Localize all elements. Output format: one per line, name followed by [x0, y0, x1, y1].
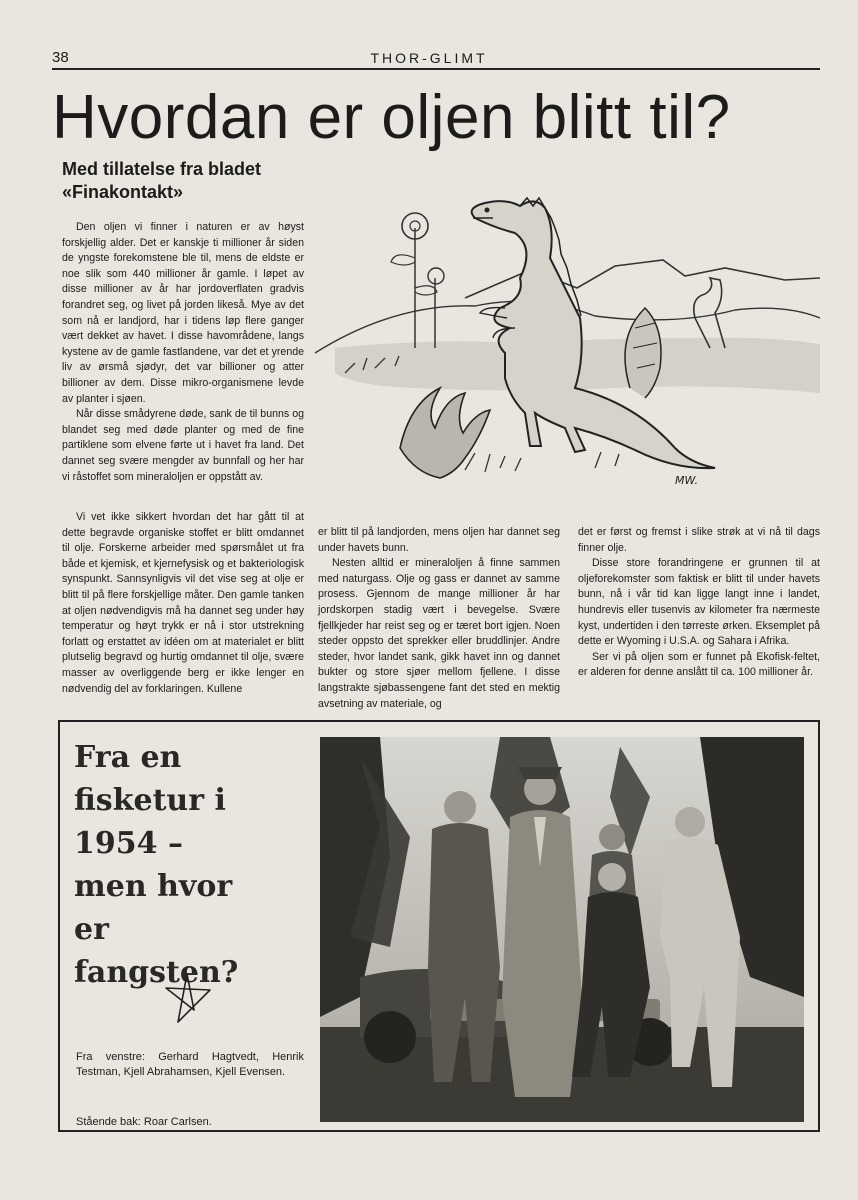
article-column-3 — [578, 525, 820, 681]
paragraph: Den oljen vi finner i naturen er av høyst forskjellig alder. Det er kanskje ti millioner år siden de yngste forekomstene ble til, mens de eldste er noe slik som 440 millioner år gamle. I løpet av disse millioner av år har jordoverflaten gradvis forandret seg, og livet på jorden likeså. Mye av det som nå er landjord, har i tidens løp flere ganger vært dekket av havet. I disse havområdene, langs kystene av de gamle fastlandene, var det et yrende liv av ørsmå sjødyr, det var billioner og atter billioner av dem. Disse mikro-organismene levde av planter i sjøen. — [62, 221, 304, 405]
feature-headline-line: fangsten? — [74, 955, 239, 990]
feature-headline-line: 1954 – — [74, 826, 183, 861]
paragraph: Vi vet ikke sikkert hvordan det har gått til at dette begravde organiske stoffet er blitt omdannet til olje. Forskerne arbeider med spørsmålet ut fra både et kjemisk, et kjernefysisk og et bakteriologisk synspunkt. Sannsynligvis vil det vise seg at olje er blitt til på flere forskjellige måter. Den gamle tanken at oljen nødvendigvis må ha dannet seg under høy temperatur og høyt trykk er nå i stor utstrekning forlatt og erstattet av idéen om at materialet er blitt plutselig begravd og hurtig omdannet til olje, svære masser av overliggende berg er ikke lenger en nødvendig del av forklaringen. Kullene — [62, 511, 304, 695]
feature-headline-line: Fra en — [74, 740, 182, 775]
group-photo — [320, 737, 804, 1122]
paragraph: er blitt til på landjorden, mens oljen har dannet seg under havets bunn. — [318, 526, 560, 554]
article-title: Hvordan er oljen blitt til? — [52, 83, 731, 152]
feature-headline-line: er — [74, 912, 109, 947]
article-subtitle — [62, 158, 322, 204]
paragraph: Ser vi på oljen som er funnet på Ekofisk-feltet, er alderen for denne anslått til ca. 100 millioner år. — [578, 650, 820, 679]
subtitle-line-1: Med tillatelse fra bladet — [62, 159, 262, 179]
photo-caption: Fra venstre: Gerhard Hagtvedt, Henrik Testman, Kjell Abrahamsen, Kjell Evensen. — [76, 1051, 304, 1078]
paragraph: Når disse smådyrene døde, sank de til bunns og blandet seg med døde planter og med de fine partiklene som elvene førte ut i havet fra land. Det dannet seg svære mengder av bunnfall og her har vi råstoffet som mineraloljen er oppstått av. — [62, 408, 304, 483]
article-column-1-bottom — [62, 510, 304, 697]
paragraph: det er først og fremst i slike strøk at vi nå til dags finner olje. — [578, 526, 820, 554]
star-icon — [158, 970, 216, 1028]
illustration-signature: MW. — [675, 474, 698, 487]
feature-headline — [74, 736, 314, 994]
header-rule — [52, 68, 820, 70]
feature-headline-line: men hvor — [74, 869, 233, 904]
article-column-2 — [318, 525, 560, 712]
subtitle-line-2: «Finakontakt» — [62, 182, 184, 202]
paragraph: Nesten alltid er mineraloljen å finne sammen med naturgass. Olje og gass er dannet av samme prosess. Gjennom de mange millioner år har jordskorpen stadig vært i bevegelse. Svære fjellkjeder har reist seg og er tæret bort igjen. Noen steder oppsto det sprekker eller bruddlinjer. Andre steder, hvor landet sank, gikk havet inn og dannet bukter og store sjøer mellom fjellene. I disse langstrakte sjøbassengene fant det sted en mektig avsetning av materiale, og — [318, 557, 560, 710]
paragraph: Disse store forandringene er grunnen til at oljeforekomster som faktisk er blitt til under havets bunn, nå i vår tid kan ligge langt inne i landet, hundrevis eller tusenvis av kilometer fra nærmeste kyst, undertiden i den tørreste ørken. Eksemplet på dette er Wyoming i U.S.A. og Sahara i Afrika. — [578, 557, 820, 648]
page-number: 38 — [52, 49, 69, 66]
article-column-1-top — [62, 220, 304, 485]
photo-caption-standing: Stående bak: Roar Carlsen. — [76, 1116, 212, 1128]
magazine-title: THOR-GLIMT — [370, 50, 488, 66]
feature-headline-line: fisketur i — [74, 783, 226, 818]
dinosaur-illustration — [315, 188, 820, 508]
